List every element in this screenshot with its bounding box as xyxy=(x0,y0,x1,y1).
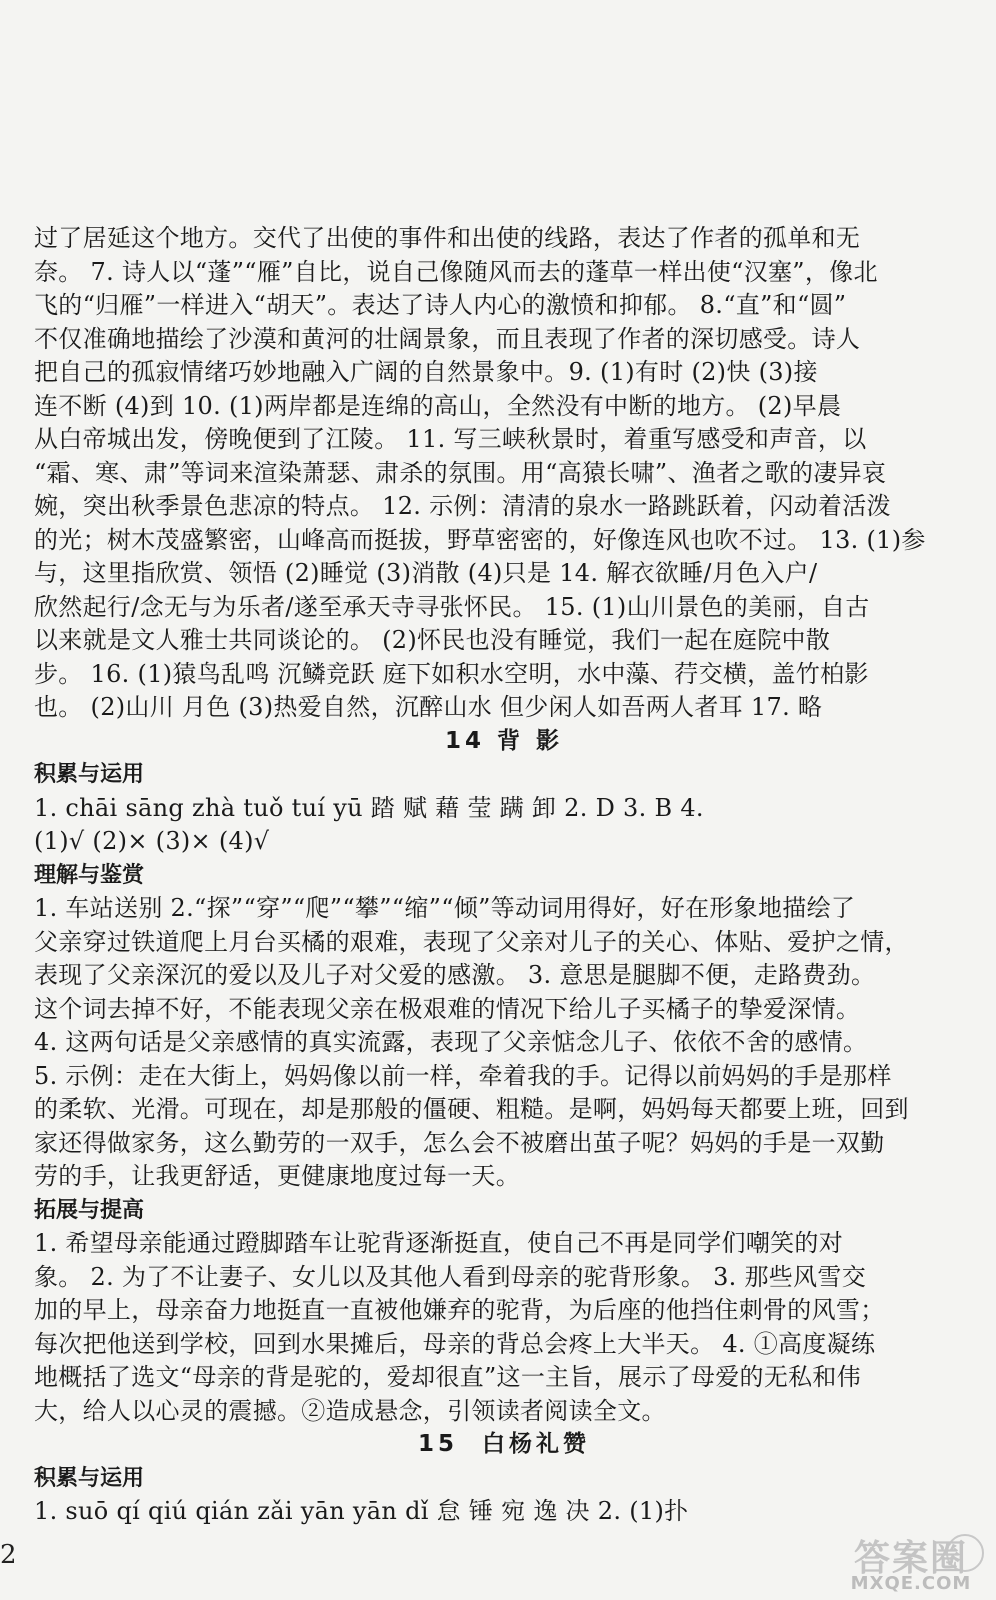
answer-page xyxy=(34,222,974,1529)
text-line: 把自己的孤寂情绪巧妙地融入广阔的自然景象中。9. (1)有时 (2)快 (3)接 xyxy=(34,358,818,386)
text-line: 也。 (2)山川 月色 (3)热爱自然，沉醉山水 但少闲人如吾两人者耳 17. 略 xyxy=(34,693,823,721)
text-line: 象。 2. 为了不让妻子、女儿以及其他人看到母亲的驼背形象。 3. 那些风雪交 xyxy=(34,1262,867,1291)
text-line: 1. chāi sāng zhà tuǒ tuí yū 踏 赋 藉 莹 蹒 卸 2. D 3. B 4. xyxy=(34,793,704,822)
watermark-title: 答案圈 xyxy=(853,1538,968,1579)
text-line: 地概括了选文“母亲的背是驼的，爱却很直”这一主旨，展示了母爱的无私和伟 xyxy=(34,1363,862,1391)
subsection-heading: 积累与运用 xyxy=(34,762,145,787)
text-line: 的柔软、光滑。可现在，却是那般的僵硬、粗糙。是啊，妈妈每天都要上班，回到 xyxy=(34,1095,909,1123)
text-line: 大，给人以心灵的震撼。②造成悬念，引领读者阅读全文。 xyxy=(34,1396,666,1425)
text-line: 飞的“归雁”一样进入“胡天”。表达了诗人内心的激愤和抑郁。 8.“直”和“圆” xyxy=(34,291,847,319)
text-line: 加的早上，母亲奋力地挺直一直被他嫌弃的驼背，为后座的他挡住刺骨的风雪； xyxy=(34,1296,885,1324)
text-line: 以来就是文人雅士共同谈论的。 (2)怀民也没有睡觉，我们一起在庭院中散 xyxy=(34,626,831,654)
text-line: 从白帝城出发，傍晚便到了江陵。 11. 写三峡秋景时，着重写感受和声音，以 xyxy=(34,425,867,453)
text-line: 婉，突出秋季景色悲凉的特点。 12. 示例：清清的泉水一路跳跃着，闪动着活泼 xyxy=(34,492,891,520)
text-line: 4. 这两句话是父亲感情的真实流露，表现了父亲惦念儿子、依依不舍的感情。 xyxy=(34,1028,868,1056)
page-number: 2 xyxy=(0,1540,17,1570)
text-line: 劳的手，让我更舒适，更健康地度过每一天。 xyxy=(34,1162,520,1190)
text-line: 步。 16. (1)猿鸟乱鸣 沉鳞竞跃 庭下如积水空明，水中藻、荇交横，盖竹柏影 xyxy=(34,659,869,688)
text-line: 这个词去掉不好，不能表现父亲在极艰难的情况下给儿子买橘子的挚爱深情。 xyxy=(34,994,861,1023)
text-line: 不仅准确地描绘了沙漠和黄河的壮阔景象，而且表现了作者的深切感受。诗人 xyxy=(34,324,861,353)
text-line: 1. 希望母亲能通过蹬脚踏车让驼背逐渐挺直，使自己不再是同学们嘲笑的对 xyxy=(34,1229,844,1257)
text-line: 5. 示例：走在大街上，妈妈像以前一样，牵着我的手。记得以前妈妈的手是那样 xyxy=(34,1061,892,1090)
text-line: 的光；树木茂盛繁密，山峰高而挺拔，野草密密的，好像连风也吹不过。 13. (1)参 xyxy=(34,525,926,554)
text-line: 1. suō qí qiú qián zǎi yān yān dǐ 怠 锤 宛 逸 决 2. (1)扑 xyxy=(34,1497,689,1525)
text-line: 奈。 7. 诗人以“蓬”“雁”自比，说自己像随风而去的蓬草一样出使“汉塞”，像北 xyxy=(34,257,878,286)
text-line: 表现了父亲深沉的爱以及儿子对父爱的感激。 3. 意思是腿脚不便，走路费劲。 xyxy=(34,961,876,989)
text-line: 过了居延这个地方。交代了出使的事件和出使的线路，表达了作者的孤单和无 xyxy=(34,224,861,252)
watermark-url: MXQE.COM xyxy=(850,1573,972,1594)
text-line: (1)√ (2)× (3)× (4)√ xyxy=(34,827,270,855)
watermark-logo xyxy=(836,1530,986,1594)
text-line: 与，这里指欣赏、领悟 (2)睡觉 (3)消散 (4)只是 14. 解衣欲睡/月色入户/ xyxy=(34,559,818,587)
subsection-heading: 积累与运用 xyxy=(34,1465,145,1491)
section-title: 14 背 影 xyxy=(444,727,564,754)
text-line: “霜、寒、肃”等词来渲染萧瑟、肃杀的氛围。用“高猿长啸”、渔者之歌的凄异哀 xyxy=(34,458,887,487)
section-title: 15 白杨礼赞 xyxy=(417,1431,591,1457)
text-line: 连不断 (4)到 10. (1)两岸都是连绵的高山，全然没有中断的地方。 (2)早晨 xyxy=(34,391,842,420)
text-line: 父亲穿过铁道爬上月台买橘的艰难，表现了父亲对儿子的关心、体贴、爱护之情， xyxy=(34,927,909,956)
text-line: 1. 车站送别 2.“探”“穿”“爬”“攀”“缩”“倾”等动词用得好，好在形象地描绘了 xyxy=(34,894,856,922)
text-line: 欣然起行/念无与为乐者/遂至承天寺寻张怀民。 15. (1)山川景色的美丽，自古 xyxy=(34,592,870,621)
subsection-heading: 拓展与提高 xyxy=(34,1197,145,1223)
text-line: 家还得做家务，这么勤劳的一双手，怎么会不被磨出茧子呢？妈妈的手是一双勤 xyxy=(34,1128,885,1157)
subsection-heading: 理解与鉴赏 xyxy=(34,862,145,888)
text-line: 每次把他送到学校，回到水果摊后，母亲的背总会疼上大半天。 4. ①高度凝练 xyxy=(34,1329,876,1358)
